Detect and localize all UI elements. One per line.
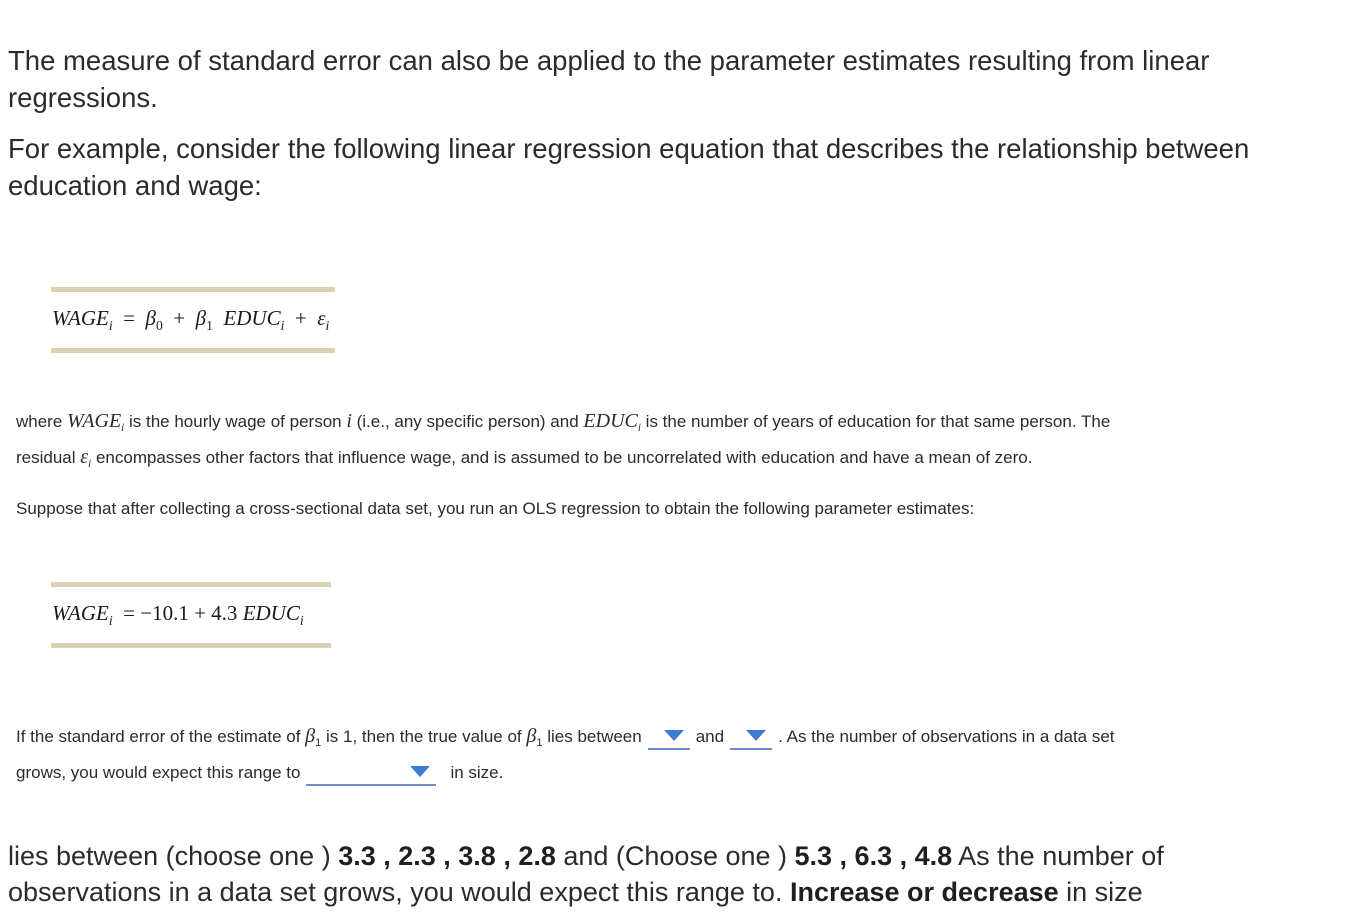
where-line-2: residual $\varepsilon_i$ encompasses other factors that influence wage, and is assumed to be uncorrelated with education and have a mean of zero.: [16, 446, 1033, 470]
intro-paragraph-2: For example, consider the following linear regression equation that describes the relationship between education and wage:: [8, 133, 1250, 201]
suppose-text: Suppose that after collecting a cross-sectional data set, you run an OLS regression to obtain the following parameter estimates:: [16, 499, 975, 518]
chevron-down-icon: [410, 766, 430, 777]
answer-line-2: observations in a data set grows, you would expect this range to. Increase or decrease in size: [8, 877, 1143, 907]
chevron-down-icon: [664, 730, 684, 741]
lower-bound-dropdown[interactable]: [648, 724, 690, 750]
estimated-equation: $WAGE_i = -10.1 + 4.3$ $EDUC_i$: [51, 582, 331, 648]
question-line-2: grows, you would expect this range to in size.: [16, 760, 503, 786]
chevron-down-icon: [746, 730, 766, 741]
intro-paragraph-1: The measure of standard error can also be applied to the parameter estimates resulting from linear regressions.: [8, 45, 1210, 113]
answer-line-1: lies between (choose one ) 3.3 , 2.3 , 3.8 , 2.8 and (Choose one ) 5.3 , 6.3 , 4.8 As the number of: [8, 841, 1164, 871]
upper-bound-dropdown[interactable]: [730, 724, 772, 750]
range-change-dropdown[interactable]: [306, 760, 436, 786]
regression-equation: $WAGE_i = \beta_0 + \beta_1$ $EDUC_i + \varepsilon_i$: [51, 287, 335, 353]
where-line-1: where $WAGE_i$ is the hourly wage of person i (i.e., any specific person) and $EDUC_i$ is the number of years of education for that same person. The: [16, 410, 1111, 434]
question-line-1: If the standard error of the estimate of $\beta_1$ is 1, then the true value of $\beta_1$ lies between and . As the number of observations in a data set: [16, 725, 1115, 749]
